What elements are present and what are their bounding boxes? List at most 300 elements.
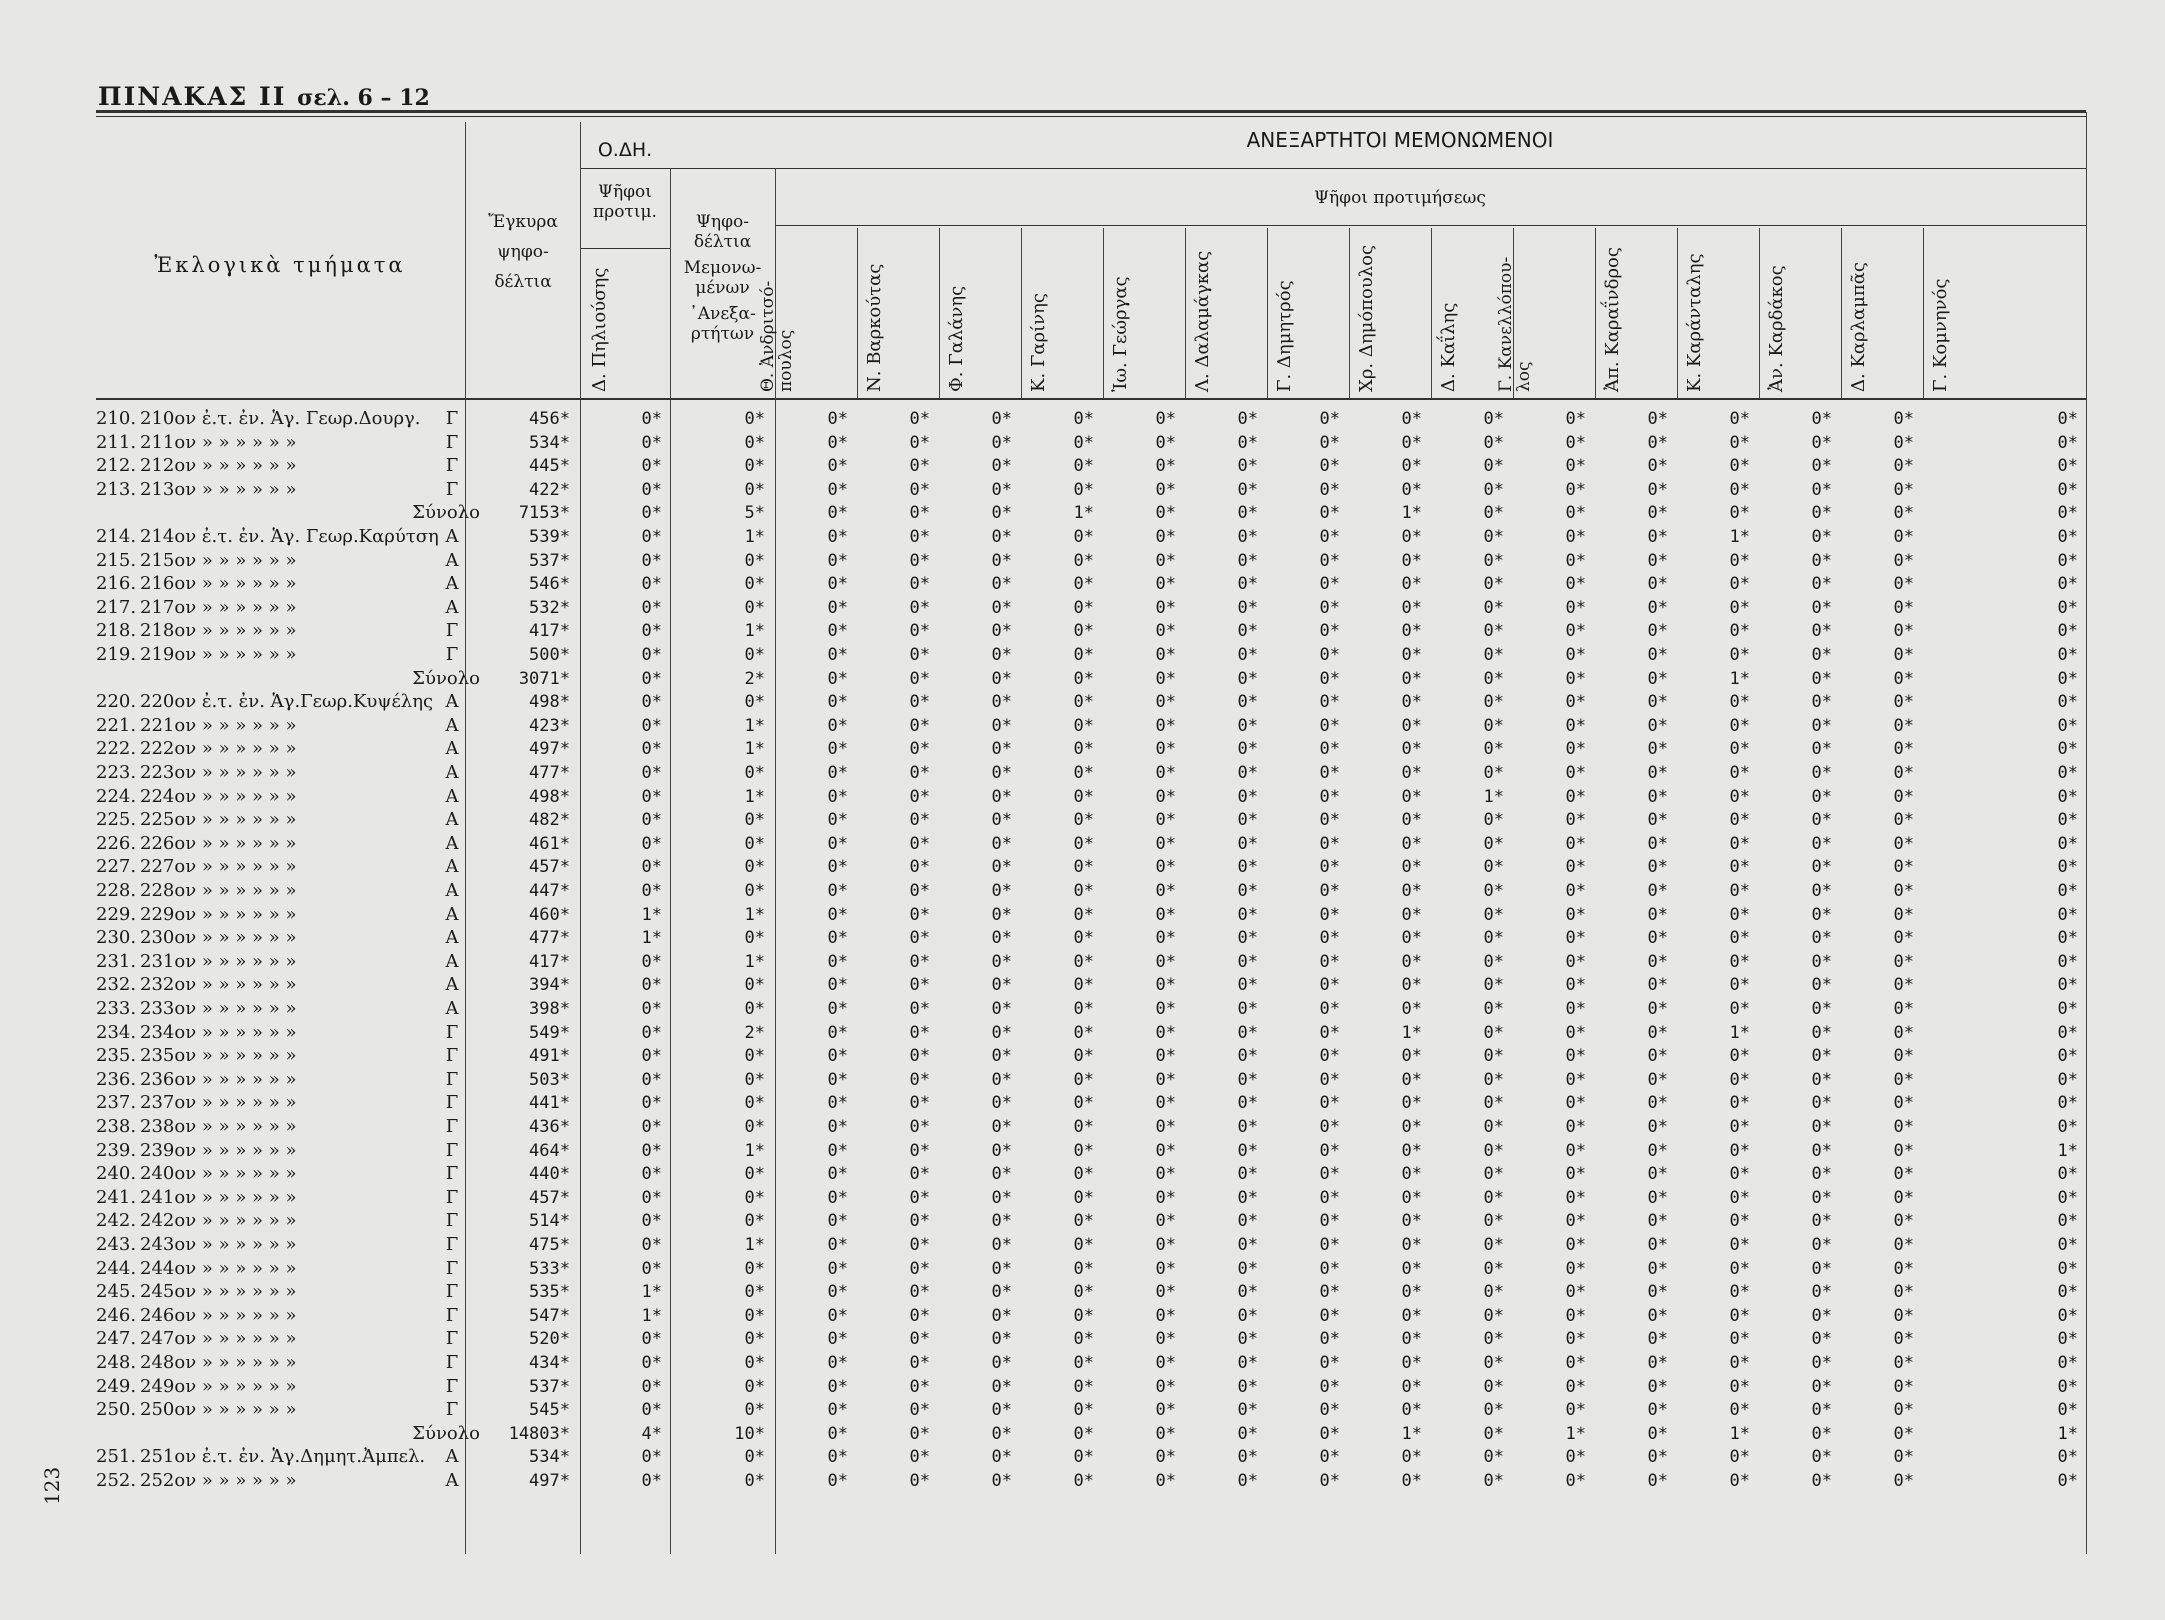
candidate-header: [1028, 232, 1101, 392]
vote-cell: 0*: [1729, 432, 1750, 453]
vote-cell: 0*: [1319, 597, 1340, 618]
vote-cell: 0*: [1729, 1140, 1750, 1161]
vote-cell: 0*: [744, 597, 765, 618]
vote-cell: 0*: [1319, 1353, 1340, 1373]
vote-cell: 0*: [827, 1423, 848, 1444]
vote-cell: 0*: [1893, 975, 1914, 996]
candidate-name-line: Ἰω. Γεώργας: [1110, 276, 1131, 392]
vote-cell: 0*: [1401, 409, 1422, 429]
vote-cell: 0*: [991, 1117, 1012, 1137]
vote-cell: 0*: [827, 1093, 848, 1114]
vote-cell: 0*: [1237, 550, 1258, 571]
vote-cell: 0*: [909, 1140, 930, 1161]
vote-cell: 0*: [1401, 1140, 1422, 1161]
vote-cell: 0*: [2057, 1376, 2078, 1397]
row-number: 210.: [96, 408, 137, 429]
vote-cell: 0*: [2057, 550, 2078, 571]
vote-cell: 0*: [909, 574, 930, 595]
vote-cell: 0*: [1155, 621, 1176, 642]
vote-cell: 0*: [1319, 1447, 1340, 1468]
vote-cell: 0*: [1401, 527, 1422, 547]
vote-cell: 0*: [1729, 928, 1750, 949]
valid-ballots-cell: 535*: [529, 1282, 570, 1303]
col-header-ind-line: δέλτια: [693, 232, 752, 252]
candidate-name: [1275, 280, 1295, 392]
vote-cell: 0*: [1483, 999, 1504, 1019]
vote-cell: 0*: [744, 1093, 765, 1114]
vote-cell: 0*: [991, 527, 1012, 547]
vote-cell: 0*: [1319, 479, 1340, 500]
vote-cell: 0*: [1729, 951, 1750, 972]
vote-cell: 0*: [1811, 597, 1832, 618]
vote-cell: 0*: [2057, 810, 2078, 831]
vote-cell: 0*: [991, 1258, 1012, 1279]
vote-cell: 0*: [909, 881, 930, 901]
vote-cell: 0*: [1893, 715, 1914, 736]
vote-cell: 0*: [1237, 1140, 1258, 1161]
vote-cell: 0*: [1237, 1423, 1258, 1444]
vote-cell: 0*: [1401, 1235, 1422, 1255]
vote-cell: 0*: [641, 503, 662, 524]
section-name: 231ον » » » » » »: [140, 950, 297, 972]
vote-cell: 0*: [1401, 810, 1422, 831]
vote-cell: 0*: [1237, 1471, 1258, 1491]
candidate-name: [865, 264, 885, 392]
col-rule: [1267, 228, 1268, 398]
vote-cell: 0*: [1237, 479, 1258, 500]
vote-cell: 0*: [1319, 1187, 1340, 1208]
vote-cell: 0*: [827, 1353, 848, 1373]
valid-ballots-cell: 537*: [529, 550, 570, 571]
vote-cell: 0*: [1237, 503, 1258, 524]
vote-cell: 0*: [641, 1140, 662, 1161]
vote-cell: 0*: [1893, 456, 1914, 477]
vote-cell: 0*: [1155, 928, 1176, 949]
vote-cell: 0*: [909, 1471, 930, 1491]
vote-cell: 0*: [1073, 1423, 1094, 1444]
vote-cell: 0*: [1811, 1235, 1832, 1255]
candidate-name-line: Γ. Κανελλόπου-: [1496, 256, 1516, 392]
vote-cell: 0*: [909, 1400, 930, 1421]
vote-cell: 0*: [1811, 904, 1832, 925]
vote-cell: 0*: [1647, 1235, 1668, 1255]
vote-cell: 0*: [1319, 810, 1340, 831]
vote-cell: 0*: [827, 1282, 848, 1303]
vote-cell: 0*: [991, 881, 1012, 901]
section-name: 235ον » » » » » »: [140, 1045, 297, 1067]
section-class: Α: [445, 573, 459, 595]
vote-cell: 0*: [991, 833, 1012, 854]
section-name: 215ον » » » » » »: [140, 549, 297, 571]
vote-cell: 0*: [909, 479, 930, 500]
row-number: 223.: [96, 762, 137, 783]
vote-cell: 0*: [641, 1117, 662, 1137]
vote-cell: 0*: [991, 1164, 1012, 1185]
vote-cell: 0*: [1401, 1093, 1422, 1114]
vote-cell: 0*: [991, 503, 1012, 524]
vote-cell: 0*: [641, 1022, 662, 1043]
vote-cell: 0*: [1565, 975, 1586, 996]
row-number: 244.: [96, 1257, 137, 1279]
vote-cell: 0*: [827, 1187, 848, 1208]
row-number: 251.: [96, 1446, 137, 1468]
section-name: 232ον » » » » » »: [140, 974, 297, 996]
vote-cell: 0*: [909, 621, 930, 642]
vote-cell: 0*: [641, 479, 662, 500]
vote-cell: 0*: [641, 456, 662, 477]
vote-cell: 0*: [1647, 999, 1668, 1019]
vote-cell: 0*: [1155, 904, 1176, 925]
vote-cell: 0*: [1729, 1400, 1750, 1421]
vote-cell: 0*: [1893, 1376, 1914, 1397]
vote-cell: 0*: [1401, 904, 1422, 925]
vote-cell: 0*: [1401, 1447, 1422, 1468]
vote-cell: 0*: [1401, 668, 1422, 689]
vote-cell: 0*: [1811, 503, 1832, 524]
vote-cell: 0*: [1729, 550, 1750, 571]
vote-cell: 0*: [1565, 1447, 1586, 1468]
row-number: 246.: [96, 1304, 137, 1326]
vote-cell: 0*: [1893, 1282, 1914, 1303]
section-class: Γ: [445, 620, 459, 642]
vote-cell: 0*: [1893, 668, 1914, 689]
vote-cell: 0*: [1647, 810, 1668, 831]
vote-cell: 1*: [1073, 503, 1094, 524]
vote-cell: 0*: [1483, 739, 1504, 760]
vote-cell: 0*: [1073, 1400, 1094, 1421]
vote-cell: 0*: [1155, 739, 1176, 760]
vote-cell: 0*: [991, 550, 1012, 571]
section-name: 243ον » » » » » »: [140, 1234, 297, 1255]
vote-cell: 0*: [1237, 833, 1258, 854]
table-row: [0, 1469, 2165, 1493]
section-name: 213ον » » » » » »: [140, 478, 297, 500]
row-number: 219.: [96, 644, 137, 665]
vote-cell: 0*: [1647, 479, 1668, 500]
valid-ballots-cell: 434*: [529, 1353, 570, 1373]
section-class: Γ: [445, 1399, 459, 1421]
vote-cell: 0*: [1811, 456, 1832, 477]
vote-cell: 0*: [1811, 975, 1832, 996]
vote-cell: 0*: [1237, 739, 1258, 760]
vote-cell: 0*: [827, 1376, 848, 1397]
vote-cell: 0*: [827, 1447, 848, 1468]
vote-cell: 0*: [1565, 1046, 1586, 1067]
vote-cell: 0*: [744, 550, 765, 571]
vote-cell: 0*: [1647, 1187, 1668, 1208]
col-header-odh-line: Ψῆφοι: [598, 182, 652, 202]
col-header-odh-line: προτιμ.: [593, 202, 657, 222]
vote-cell: 0*: [1319, 456, 1340, 477]
vote-cell: 0*: [827, 999, 848, 1019]
vote-cell: 0*: [1073, 928, 1094, 949]
vote-cell: 0*: [1401, 1471, 1422, 1491]
vote-cell: 0*: [1073, 1093, 1094, 1114]
total-row: [0, 667, 2165, 691]
vote-cell: 0*: [1893, 739, 1914, 760]
vote-cell: 0*: [1565, 857, 1586, 878]
table-row: [0, 1351, 2165, 1375]
vote-cell: 0*: [1319, 527, 1340, 547]
vote-cell: 0*: [1811, 1471, 1832, 1491]
vote-cell: 0*: [1401, 1305, 1422, 1326]
pref-rule: [775, 225, 2086, 226]
vote-cell: 0*: [744, 1471, 765, 1491]
valid-ballots-cell: 520*: [529, 1329, 570, 1350]
section-name: 227ον » » » » » »: [140, 856, 297, 878]
vote-cell: 0*: [641, 1235, 662, 1255]
vote-cell: 0*: [1401, 928, 1422, 949]
vote-cell: 0*: [1647, 621, 1668, 642]
vote-cell: 0*: [991, 1423, 1012, 1444]
valid-ballots-cell: 445*: [529, 456, 570, 477]
vote-cell: 0*: [1565, 1282, 1586, 1303]
table-row: [0, 572, 2165, 596]
vote-cell: 0*: [1565, 1235, 1586, 1255]
vote-cell: 0*: [744, 928, 765, 949]
vote-cell: 0*: [1073, 479, 1094, 500]
vote-cell: 0*: [1073, 739, 1094, 760]
vote-cell: 0*: [909, 928, 930, 949]
table-row: [0, 903, 2165, 927]
valid-ballots-cell: 436*: [529, 1117, 570, 1137]
vote-cell: 0*: [1237, 1282, 1258, 1303]
section-class: Α: [445, 832, 459, 854]
vote-cell: 0*: [1483, 550, 1504, 571]
vote-cell: 0*: [1073, 810, 1094, 831]
vote-cell: 0*: [909, 1282, 930, 1303]
vote-cell: 1*: [1401, 1022, 1422, 1043]
vote-cell: 0*: [909, 1093, 930, 1114]
row-number: 252.: [96, 1470, 137, 1491]
vote-cell: 0*: [1729, 503, 1750, 524]
vote-cell: 0*: [991, 456, 1012, 477]
vote-cell: 0*: [1073, 833, 1094, 854]
vote-cell: 0*: [1565, 1187, 1586, 1208]
vote-cell: 0*: [909, 692, 930, 713]
col-header-odh-pref: [580, 182, 670, 222]
table-row: [0, 737, 2165, 761]
vote-cell: 0*: [1073, 1353, 1094, 1373]
row-number: 249.: [96, 1375, 137, 1397]
vote-cell: 0*: [641, 1069, 662, 1090]
valid-ballots-cell: 14803*: [508, 1423, 570, 1444]
vote-cell: 0*: [991, 1400, 1012, 1421]
vote-cell: 0*: [744, 1282, 765, 1303]
section-name: 248ον » » » » » »: [140, 1352, 297, 1373]
vote-cell: 0*: [1237, 1117, 1258, 1137]
vote-cell: 0*: [1155, 1376, 1176, 1397]
vote-cell: 0*: [1565, 1093, 1586, 1114]
valid-ballots-cell: 500*: [529, 645, 570, 665]
vote-cell: 0*: [744, 1046, 765, 1067]
vote-cell: 0*: [1647, 1447, 1668, 1468]
vote-cell: 1*: [641, 928, 662, 949]
section-class: Α: [445, 785, 459, 807]
vote-cell: 0*: [991, 715, 1012, 736]
vote-cell: 0*: [909, 999, 930, 1019]
vote-cell: 0*: [1811, 668, 1832, 689]
row-number: 216.: [96, 573, 137, 595]
vote-cell: 0*: [1401, 621, 1422, 642]
table-row: [0, 832, 2165, 856]
top-rule-2: [96, 116, 2086, 117]
vote-cell: 0*: [1893, 928, 1914, 949]
vote-cell: 0*: [641, 881, 662, 901]
candidate-name-line: Χρ. Δημόπουλος: [1356, 244, 1377, 392]
col-rule: [939, 228, 940, 398]
vote-cell: 0*: [1237, 810, 1258, 831]
section-class: Γ: [445, 1234, 459, 1255]
vote-cell: 5*: [744, 503, 765, 524]
candidate-header: [1930, 232, 2003, 392]
valid-ballots-cell: 460*: [529, 904, 570, 925]
vote-cell: 0*: [1565, 739, 1586, 760]
row-number: 213.: [96, 478, 137, 500]
vote-cell: 1*: [641, 1282, 662, 1303]
vote-cell: 0*: [1073, 409, 1094, 429]
section-name: 244ον » » » » » »: [140, 1257, 297, 1279]
vote-cell: 0*: [909, 597, 930, 618]
vote-cell: 0*: [641, 1353, 662, 1373]
candidate-name-line: πουλος: [776, 329, 796, 392]
vote-cell: 0*: [1237, 456, 1258, 477]
section-class: Α: [445, 950, 459, 972]
section-class: Α: [445, 998, 459, 1019]
vote-cell: 0*: [991, 810, 1012, 831]
table-row: [0, 1375, 2165, 1399]
valid-ballots-cell: 497*: [529, 1471, 570, 1491]
valid-ballots-cell: 3071*: [518, 668, 570, 689]
section-class: Γ: [445, 1092, 459, 1114]
section-name: 252ον » » » » » »: [140, 1470, 297, 1491]
vote-cell: 0*: [2057, 527, 2078, 547]
vote-cell: 0*: [827, 692, 848, 713]
valid-ballots-cell: 398*: [529, 999, 570, 1019]
vote-cell: 0*: [909, 1305, 930, 1326]
vote-cell: 0*: [1483, 1117, 1504, 1137]
vote-cell: 0*: [1647, 739, 1668, 760]
section-name: 217ον » » » » » »: [140, 596, 297, 618]
vote-cell: 0*: [2057, 1117, 2078, 1137]
candidate-name: [1767, 265, 1787, 392]
vote-cell: 0*: [1073, 621, 1094, 642]
valid-ballots-cell: 514*: [529, 1211, 570, 1232]
section-class: Γ: [445, 1116, 459, 1137]
table-row: [0, 1186, 2165, 1210]
vote-cell: 0*: [1237, 928, 1258, 949]
table-row: [0, 407, 2165, 431]
vote-cell: 0*: [1565, 1305, 1586, 1326]
vote-cell: 0*: [1483, 1235, 1504, 1255]
vote-cell: 0*: [1237, 1187, 1258, 1208]
vote-cell: 0*: [1155, 550, 1176, 571]
vote-cell: 0*: [1155, 810, 1176, 831]
vote-cell: 0*: [1319, 1400, 1340, 1421]
vote-cell: 0*: [1893, 1305, 1914, 1326]
table-row: [0, 1233, 2165, 1257]
vote-cell: 0*: [2057, 668, 2078, 689]
vote-cell: 0*: [1483, 527, 1504, 547]
vote-cell: 0*: [1811, 409, 1832, 429]
candidate-name: [759, 281, 795, 392]
vote-cell: 0*: [827, 881, 848, 901]
vote-cell: 0*: [909, 810, 930, 831]
vote-cell: 1*: [744, 739, 765, 760]
vote-cell: 0*: [744, 975, 765, 996]
vote-cell: 0*: [1565, 692, 1586, 713]
vote-cell: 0*: [909, 1046, 930, 1067]
valid-ballots-cell: 422*: [529, 479, 570, 500]
vote-cell: 0*: [1155, 409, 1176, 429]
row-number: 217.: [96, 596, 137, 618]
vote-cell: 0*: [909, 763, 930, 783]
vote-cell: 10*: [734, 1423, 765, 1444]
vote-cell: 0*: [744, 1305, 765, 1326]
vote-cell: 0*: [1237, 975, 1258, 996]
vote-cell: 0*: [1155, 881, 1176, 901]
vote-cell: 0*: [1073, 715, 1094, 736]
vote-cell: 0*: [909, 1423, 930, 1444]
table-row: [0, 1021, 2165, 1045]
vote-cell: 0*: [1729, 833, 1750, 854]
vote-cell: 0*: [991, 1353, 1012, 1373]
vote-cell: 0*: [1483, 1140, 1504, 1161]
vote-cell: 0*: [1811, 715, 1832, 736]
vote-cell: 0*: [1483, 1258, 1504, 1279]
vote-cell: 0*: [2057, 1093, 2078, 1114]
vote-cell: 0*: [1319, 432, 1340, 453]
vote-cell: 0*: [2057, 692, 2078, 713]
vote-cell: 0*: [1155, 503, 1176, 524]
vote-cell: 0*: [827, 527, 848, 547]
vote-cell: 0*: [1401, 456, 1422, 477]
vote-cell: 0*: [1483, 1305, 1504, 1326]
vote-cell: 0*: [1483, 1329, 1504, 1350]
vote-cell: 0*: [1565, 1140, 1586, 1161]
vote-cell: 0*: [827, 1211, 848, 1232]
candidate-header: [946, 232, 1019, 392]
vote-cell: 0*: [909, 786, 930, 807]
vote-cell: 0*: [1565, 1400, 1586, 1421]
vote-cell: 0*: [641, 574, 662, 595]
page-number: 123: [40, 1466, 64, 1505]
row-number: 230.: [96, 927, 137, 949]
vote-cell: 0*: [909, 1447, 930, 1468]
vote-cell: 0*: [1073, 786, 1094, 807]
col-header-ind-line: Μεμονω-: [683, 258, 762, 278]
vote-cell: 0*: [1729, 904, 1750, 925]
valid-ballots-cell: 475*: [529, 1235, 570, 1255]
vote-cell: 0*: [991, 975, 1012, 996]
vote-cell: 0*: [991, 928, 1012, 949]
vote-cell: 0*: [991, 597, 1012, 618]
vote-cell: 0*: [1073, 1329, 1094, 1350]
vote-cell: 0*: [744, 1376, 765, 1397]
vote-cell: 0*: [1893, 763, 1914, 783]
vote-cell: 0*: [827, 1305, 848, 1326]
vote-cell: 0*: [827, 1329, 848, 1350]
candidate-name: [1439, 303, 1459, 392]
vote-cell: 0*: [991, 1305, 1012, 1326]
vote-cell: 0*: [1729, 1211, 1750, 1232]
row-number: 225.: [96, 809, 137, 831]
vote-cell: 0*: [744, 999, 765, 1019]
candidate-header: [1110, 232, 1183, 392]
vote-cell: 0*: [1319, 904, 1340, 925]
section-class: Α: [445, 714, 459, 736]
vote-cell: 0*: [1811, 432, 1832, 453]
